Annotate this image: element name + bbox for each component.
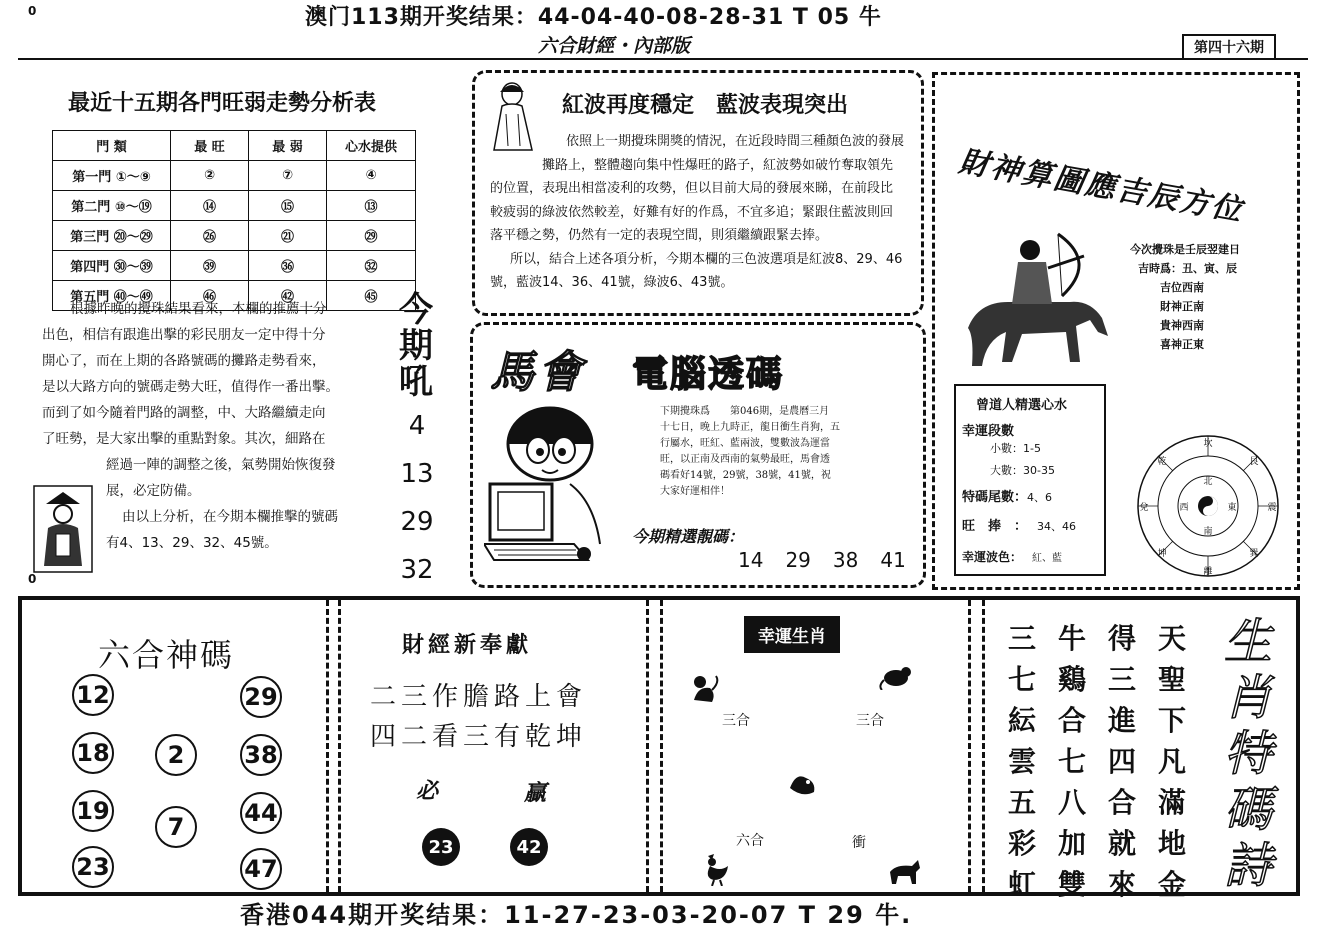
divider (968, 600, 971, 892)
poem-char: 凡 (1158, 745, 1187, 778)
horse-pick-label: 今期精選靚碼： (632, 527, 745, 546)
tip-cell: ㉜ (327, 251, 416, 281)
finance-number-b: 42 (510, 828, 548, 866)
info-line: 貴神西南 (1160, 319, 1204, 332)
finance-line-2: 四二看三有乾坤 (370, 722, 588, 752)
finance-line-1: 二三作膽路上會 (370, 682, 588, 712)
trigram-label: 兌 (1139, 503, 1149, 513)
poem-column (1108, 618, 1136, 905)
poem-column (1158, 618, 1186, 905)
trend-col-gate: 門 類 (53, 131, 171, 161)
gate-cell: 第三門 ⑳～㉙ (53, 221, 171, 251)
paragraph-line: 開心了，而在上期的各路號碼的攤路走勢看來， (42, 353, 326, 369)
deity-figure-image (32, 484, 94, 574)
shout-numbers (392, 402, 442, 594)
trend-col-cold: 最 弱 (249, 131, 327, 161)
paragraph-line: 依照上一期攪珠開獎的情況，在近段時間三種顏色波的發展 (566, 134, 905, 149)
poem-char: 下 (1158, 704, 1187, 737)
trigram-label: 艮 (1249, 457, 1259, 467)
god-code-number: 2 (155, 734, 197, 776)
dragon-icon (788, 768, 818, 798)
poem-char: 合 (1108, 786, 1137, 819)
trigram-label: 巽 (1249, 549, 1259, 559)
gate-cell: 第二門 ⑩～⑲ (53, 191, 171, 221)
poem-char: 地 (1158, 827, 1187, 860)
cold-cell: ㉑ (249, 221, 327, 251)
hot-cell: ㊴ (171, 251, 249, 281)
poem-char: 四 (1108, 745, 1137, 778)
poem-char: 聖 (1158, 663, 1187, 696)
info-line: 財神正南 (1160, 300, 1204, 313)
note-line: 下期攪珠爲 第046期，是農曆三月 (660, 406, 830, 417)
gate-cell: 第一門 ①～⑨ (53, 161, 171, 191)
poem-char: 天 (1158, 622, 1187, 655)
poem-char: 彩 (1008, 827, 1037, 860)
lucky-label-a: 三合 (722, 713, 750, 729)
issue-label: 第四十六期 (1182, 34, 1276, 60)
color-value: 紅、藍 (1032, 553, 1063, 564)
note-line: 大家好運相伴！ (660, 486, 730, 497)
paragraph-line: 由以上分析，在今期本欄推擊的號碼 (122, 509, 338, 525)
trend-col-tip: 心水提供 (327, 131, 416, 161)
hot-cell: ② (171, 161, 249, 191)
paragraph-line: 所以，結合上述各項分析，今期本欄的三色波選項是紅波8、29、46 (510, 251, 903, 267)
poem-char: 就 (1108, 827, 1137, 860)
cold-cell: ㊱ (249, 251, 327, 281)
fortune-title: 財神算圖應吉辰方位 (956, 144, 1247, 229)
shout-number: 4 (408, 411, 426, 441)
info-line: 吉時爲：丑、寅、辰 (1138, 262, 1237, 275)
info-line: 吉位西南 (1160, 281, 1204, 294)
corner-mark-top: 0 (28, 4, 37, 18)
poem-char: 鷄 (1058, 663, 1087, 696)
big-value: 30-35 (1023, 464, 1055, 477)
god-code-number: 23 (72, 846, 114, 888)
small-range (990, 440, 1041, 456)
lucky-label-c: 六合 (736, 833, 764, 849)
monkey-icon (688, 672, 720, 704)
brand-title: 六合財經・內部版 (538, 35, 691, 57)
poem-char: 合 (1058, 704, 1087, 737)
paragraph-line: 落平穩之勢，仍然有一定的表現空間，則須繼續跟緊去捧。 (490, 228, 829, 243)
cold-cell: ⑦ (249, 161, 327, 191)
tail-value: 4、6 (1027, 491, 1053, 504)
table-row (53, 191, 416, 221)
header-rule (18, 58, 1308, 60)
shout-number: 29 (400, 507, 434, 537)
paragraph-line: 攤路上，整體趨向集中性爆旺的路子，紅波勢如破竹奪取領先 (542, 157, 894, 173)
paragraph-line: 展，必定防備。 (106, 483, 201, 499)
color-label: 幸運波色： (962, 550, 1023, 564)
note-line: 行屬水，旺紅、藍兩波，雙數波為運當 (660, 438, 830, 449)
paragraph-line: 是以大路方向的號碼走勢大旺，值得作一番出擊。 (42, 379, 339, 395)
poem-char: 五 (1008, 786, 1037, 819)
shout-title: 今期吼 (399, 290, 433, 402)
poem-char: 來 (1108, 868, 1137, 901)
direction-label: 南 (1203, 527, 1213, 537)
finance-number-a: 23 (422, 828, 460, 866)
poem-char: 雲 (1008, 745, 1037, 778)
hot-cell: ⑭ (171, 191, 249, 221)
archer-on-horse-image (958, 232, 1118, 372)
shout-number: 32 (400, 555, 434, 585)
wave-paragraph (490, 130, 920, 295)
poem-column (1058, 618, 1086, 905)
divider (660, 600, 663, 892)
hot-label: 旺 捧 ： (962, 519, 1028, 534)
poem-char: 得 (1108, 622, 1137, 655)
finance-bi: 必 (416, 778, 439, 804)
trigram-label: 坤 (1157, 549, 1167, 559)
god-code-number: 7 (155, 806, 197, 848)
poem-char: 虹 (1008, 868, 1037, 901)
paragraph-line: 較疲弱的綠波依然較差，好難有好的作爲，不宜多追；緊跟住藍波則回 (490, 204, 894, 220)
cold-cell: ㊷ (249, 281, 327, 311)
poem-char: 三 (1108, 663, 1137, 696)
pick-number: 14 (738, 548, 764, 572)
god-code-number: 47 (240, 848, 282, 890)
direction-label: 西 (1179, 503, 1189, 513)
finance-ying: 贏 (524, 780, 547, 806)
paragraph-line: 號，藍波14、36、41號，綠波6、43號。 (490, 275, 734, 290)
tail-label: 特碼尾數： (962, 490, 1028, 505)
poem-char: 雙 (1058, 868, 1087, 901)
cold-cell: ⑮ (249, 191, 327, 221)
paragraph-line: 有4、13、29、32、45號。 (106, 535, 278, 551)
pick-number: 41 (880, 548, 906, 572)
god-code-number: 12 (72, 674, 114, 716)
small-value: 1-5 (1023, 442, 1041, 455)
fortune-info (1120, 240, 1240, 354)
divider (326, 600, 329, 892)
lucky-section-label: 幸運段數 (962, 424, 1015, 439)
table-row (53, 221, 416, 251)
poem-char: 三 (1008, 622, 1037, 655)
trend-title: 最近十五期各門旺弱走勢分析表 (68, 91, 377, 116)
paragraph-line: 經過一陣的調整之後，氣勢開始恢復發 (106, 457, 336, 473)
shout-number: 13 (400, 459, 434, 489)
color-row (962, 548, 1062, 565)
hk-result: 香港044期开奖结果：11-27-23-03-20-07 T 29 牛. (240, 901, 913, 929)
horse-picks (738, 548, 906, 572)
poem-char: 滿 (1158, 786, 1187, 819)
poem-char: 八 (1058, 786, 1087, 819)
god-code-number: 44 (240, 792, 282, 834)
hot-cell: ㉖ (171, 221, 249, 251)
big-range (990, 462, 1055, 478)
paragraph-line: 的位置，表現出相當凌利的攻勢，但以目前大局的發展來睇，在前段比 (490, 181, 894, 196)
macau-result: 澳门113期开奖结果：44-04-40-08-28-31 T 05 牛 (305, 5, 882, 30)
trigram-label: 乾 (1157, 457, 1167, 467)
note-line: 旺，以正南及西南的氣勢最旺，馬會透 (660, 454, 830, 465)
poem-char: 加 (1058, 827, 1087, 860)
direction-label: 東 (1227, 503, 1237, 513)
trigram-label: 坎 (1203, 439, 1213, 449)
poem-char: 金 (1158, 868, 1187, 901)
rooster-icon (700, 852, 732, 886)
rat-icon (878, 660, 914, 690)
paragraph-line: 了旺勢，是大家出擊的重點對象。其次，細路在 (42, 431, 326, 447)
big-label: 大數： (990, 464, 1023, 477)
wave-title: 紅波再度穩定 藍波表現突出 (562, 93, 849, 118)
gate-cell: 第五門 ㊵～㊾ (53, 281, 171, 311)
god-code-number: 29 (240, 676, 282, 718)
direction-label: 北 (1203, 477, 1213, 487)
bagua-compass (1134, 432, 1282, 580)
pick-number: 29 (785, 548, 811, 572)
poem-column (1008, 618, 1036, 905)
info-line: 喜神正東 (1160, 338, 1204, 351)
divider (338, 600, 341, 892)
paragraph-line: 出色，相信有跟進出擊的彩民朋友一定中得十分 (42, 327, 326, 343)
divider (982, 600, 985, 892)
horse-note (660, 404, 900, 500)
finance-title: 財經新奉獻 (402, 632, 533, 658)
poem-char: 紜 (1008, 704, 1037, 737)
poem-char: 七 (1058, 745, 1087, 778)
trigram-label: 離 (1203, 567, 1213, 577)
corner-mark-mid: 0 (28, 572, 37, 586)
lucky-title: 幸運生肖 (744, 616, 840, 653)
tip-cell: ㊺ (327, 281, 416, 311)
tip-cell: ㉙ (327, 221, 416, 251)
tip-cell: ④ (327, 161, 416, 191)
paragraph-line: 根據昨晚的攪珠結果看來，本欄的推薦十分 (70, 301, 327, 317)
hot-row (962, 515, 1076, 534)
pick-number: 38 (832, 548, 859, 572)
info-line: 今次攪珠是壬辰翌建日 (1130, 243, 1240, 256)
god-code-number: 38 (240, 734, 282, 776)
trend-col-hot: 最 旺 (171, 131, 249, 161)
lucky-label-b: 三合 (856, 713, 884, 729)
poem-title: 生肖特碼詩 (1223, 614, 1272, 894)
note-line: 十七日，晚上九時正，龍日衝生肖狗，五 (660, 422, 840, 433)
trigram-label: 震 (1267, 503, 1277, 513)
horse-title-right: 電腦透碼 (632, 354, 785, 395)
gate-cell: 第四門 ㉚～㊴ (53, 251, 171, 281)
god-code-number: 19 (72, 790, 114, 832)
dog-icon (886, 854, 922, 886)
cartoon-computer-image (484, 404, 644, 574)
poem-char: 牛 (1058, 622, 1087, 655)
tips-title: 曾道人精選心水 (976, 398, 1068, 413)
god-codes-title: 六合神碼 (98, 636, 235, 674)
table-row (53, 251, 416, 281)
hot-cell: ㊻ (171, 281, 249, 311)
trend-header-row (53, 131, 416, 161)
poem-char: 七 (1008, 663, 1037, 696)
tail-row (962, 486, 1052, 505)
note-line: 碼看好14號，29號，38號，41號，祝 (660, 470, 831, 481)
divider (646, 600, 649, 892)
hot-value: 34、46 (1037, 520, 1077, 533)
poem-char: 進 (1108, 704, 1137, 737)
god-code-number: 18 (72, 732, 114, 774)
lucky-label-d: 衝 (852, 835, 866, 851)
horse-title-left: 馬會 (490, 347, 586, 398)
poem-grid (1008, 618, 1186, 905)
tip-cell: ⑬ (327, 191, 416, 221)
trend-table (52, 130, 416, 311)
small-label: 小數： (990, 442, 1023, 455)
paragraph-line: 而到了如今隨着門路的調整，中、大路繼續走向 (42, 405, 326, 421)
table-row (53, 161, 416, 191)
